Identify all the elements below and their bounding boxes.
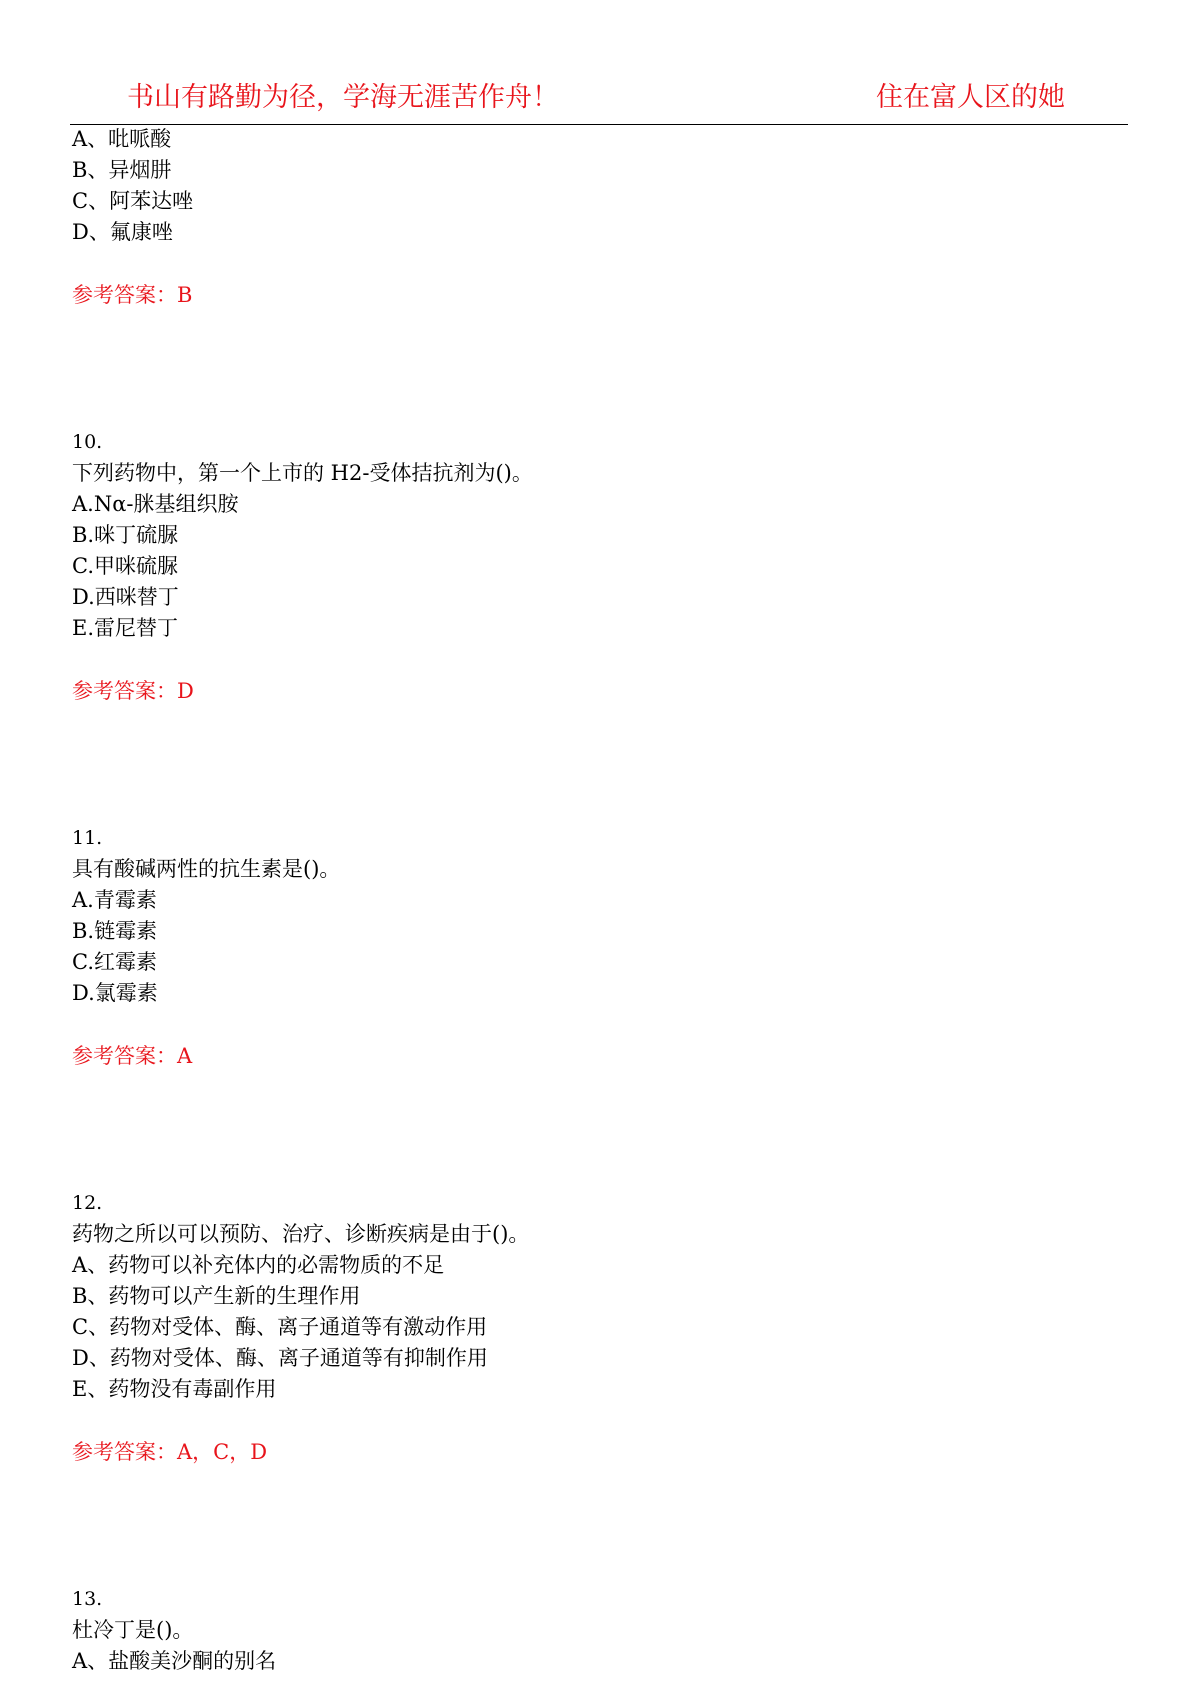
carryover-question <box>72 124 1122 311</box>
option: C、阿苯达唑 <box>72 189 194 213</box>
header-motto: 书山有路勤为径，学海无涯苦作舟！ <box>127 82 559 113</box>
option: B.咪丁硫脲 <box>72 523 179 547</box>
question-number: 11. <box>72 827 103 849</box>
question-11 <box>72 823 1122 1072</box>
option: C.红霉素 <box>72 950 157 974</box>
question-number: 12. <box>72 1192 103 1214</box>
question-stem: 药物之所以可以预防、治疗、诊断疾病是由于()。 <box>72 1222 530 1246</box>
page-header <box>70 78 1128 125</box>
answer-key: 参考答案：A，C，D <box>72 1440 268 1464</box>
option: D、氟康唑 <box>72 220 173 244</box>
option: B.链霉素 <box>72 919 158 943</box>
option: A.青霉素 <box>72 888 157 912</box>
option: A、药物可以补充体内的必需物质的不足 <box>72 1253 445 1277</box>
option: E.雷尼替丁 <box>72 616 179 640</box>
question-10 <box>72 427 1122 707</box>
question-stem: 具有酸碱两性的抗生素是()。 <box>72 857 341 881</box>
option: A、盐酸美沙酮的别名 <box>72 1649 277 1673</box>
header-author: 住在富人区的她 <box>876 82 1065 113</box>
answer-key: 参考答案：A <box>72 1044 193 1068</box>
question-12 <box>72 1188 1122 1468</box>
option: A、吡哌酸 <box>72 127 172 151</box>
question-number: 13. <box>72 1588 103 1610</box>
option: B、药物可以产生新的生理作用 <box>72 1284 361 1308</box>
question-stem: 杜冷丁是()。 <box>72 1618 194 1642</box>
option: C.甲咪硫脲 <box>72 554 178 578</box>
option: D、药物对受体、酶、离子通道等有抑制作用 <box>72 1346 488 1370</box>
option: D.西咪替丁 <box>72 585 179 609</box>
question-stem: 下列药物中，第一个上市的 H2-受体拮抗剂为()。 <box>72 461 533 485</box>
answer-key: 参考答案：B <box>72 283 193 307</box>
option: D.氯霉素 <box>72 981 158 1005</box>
option: C、药物对受体、酶、离子通道等有激动作用 <box>72 1315 488 1339</box>
question-number: 10. <box>72 431 103 453</box>
document-body <box>72 124 1122 1677</box>
option: A.Nα-脒基组织胺 <box>72 492 239 516</box>
question-13 <box>72 1584 1122 1677</box>
answer-key: 参考答案：D <box>72 679 194 703</box>
option: B、异烟肼 <box>72 158 172 182</box>
option: E、药物没有毒副作用 <box>72 1377 277 1401</box>
